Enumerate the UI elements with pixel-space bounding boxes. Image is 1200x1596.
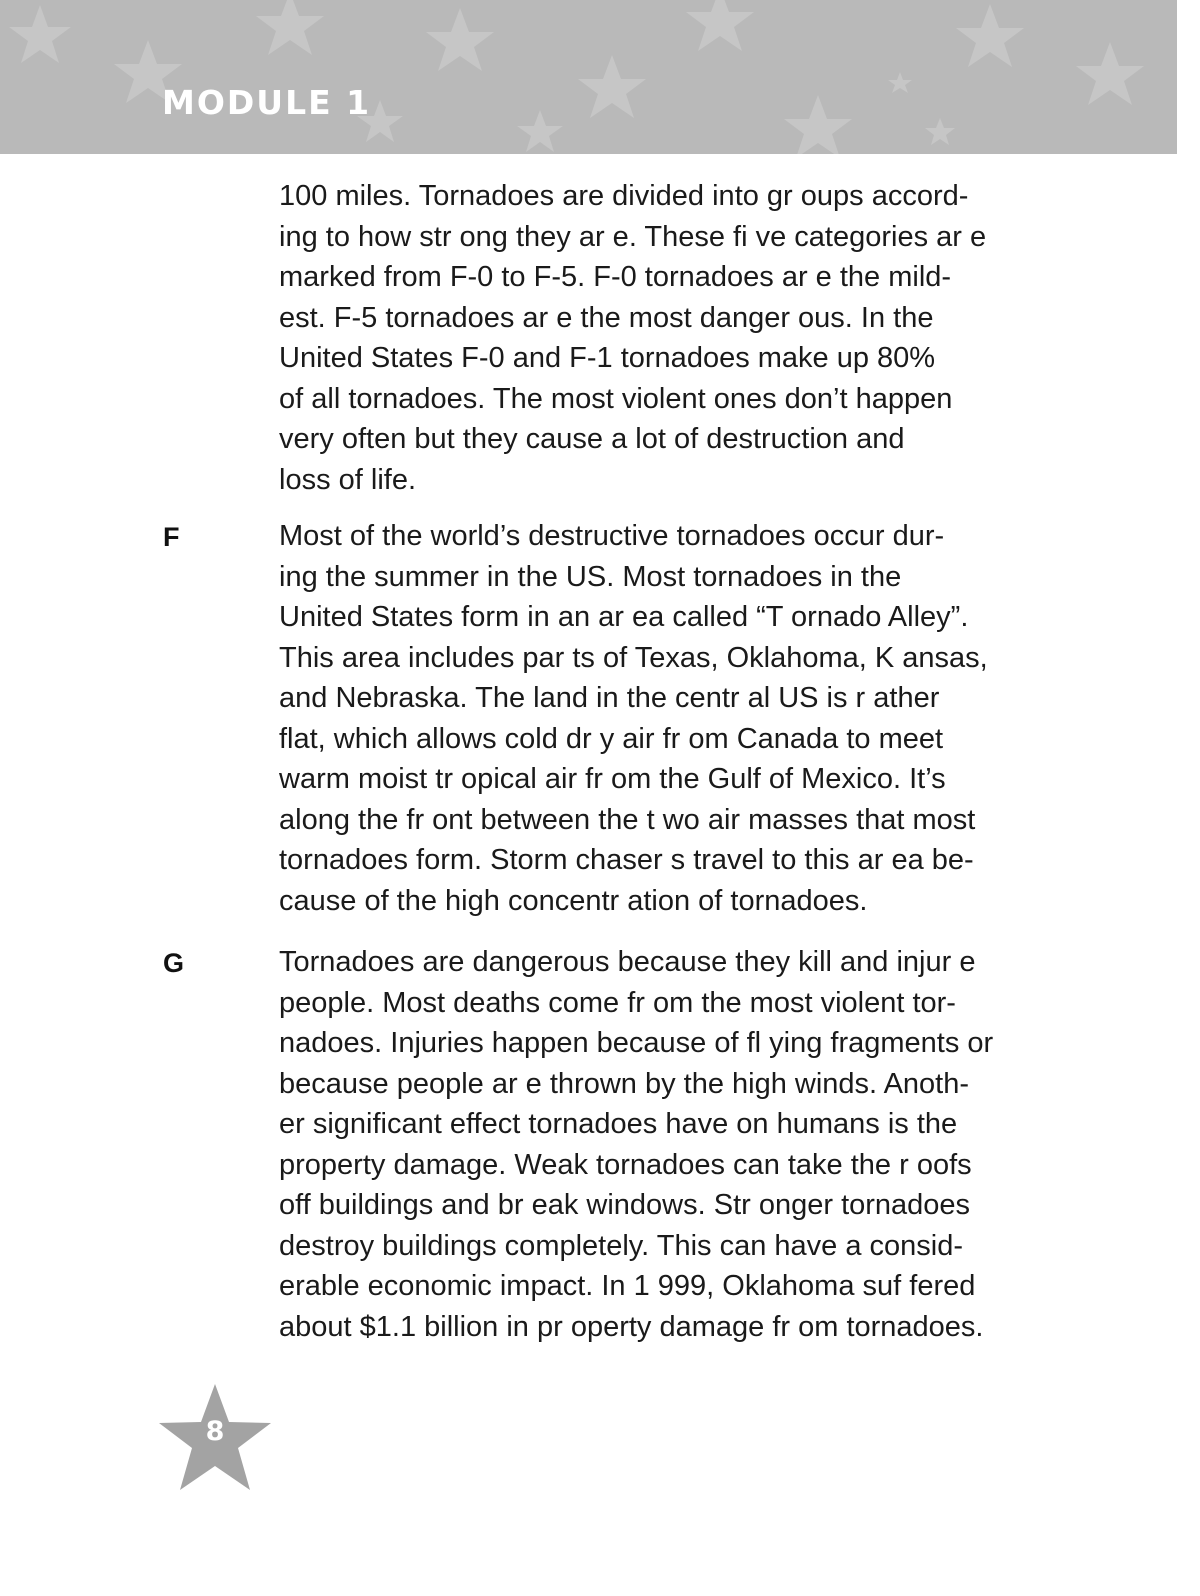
paragraph-letter: F — [163, 522, 180, 552]
text-line: marked from F-0 to F-5. F-0 tornadoes ar e the mild- — [279, 261, 952, 293]
text-line: very often but they cause a lot of destruction and — [279, 423, 905, 455]
text-line: United States F-0 and F-1 tornadoes make up 80% — [279, 342, 936, 374]
text-line: warm moist tr opical air fr om the Gulf of Mexico. It’s — [279, 763, 946, 795]
text-line: erable economic impact. In 1 999, Oklahoma suf fered — [279, 1270, 976, 1302]
text-line: Tornadoes are dangerous because they kill and injur e — [279, 946, 976, 978]
paragraph-text — [279, 942, 1091, 1347]
star-icon — [686, 0, 754, 51]
paragraph-letter: G — [163, 948, 185, 978]
text-line: destroy buildings completely. This can have a consid- — [279, 1229, 964, 1262]
text-line: cause of the high concentr ation of tornadoes. — [279, 884, 868, 917]
text-line: ing the summer in the US. Most tornadoes in the — [279, 560, 902, 593]
text-line: 100 miles. Tornadoes are divided into gr oups accord- — [279, 180, 969, 212]
page-number: 8 — [205, 1416, 225, 1447]
paragraph-text — [279, 176, 1091, 500]
text-line: and Nebraska. The land in the centr al US is r ather — [279, 682, 940, 714]
text-line: of all tornadoes. The most violent ones don’t happen — [279, 382, 953, 415]
text-line: Most of the world’s destructive tornadoes occur dur- — [279, 520, 945, 552]
text-line: off buildings and br eak windows. Str onger tornadoes — [279, 1189, 971, 1221]
text-line: loss of life. — [279, 463, 416, 496]
text-line: er significant effect tornadoes have on humans is the — [279, 1108, 958, 1140]
star-icon — [578, 55, 646, 118]
text-line: along the fr ont between the t wo air masses that most — [279, 803, 976, 836]
text-line: est. F-5 tornadoes ar e the most danger ous. In the — [279, 301, 934, 334]
star-icon — [256, 0, 324, 55]
header-band — [0, 0, 1177, 154]
star-icon — [925, 118, 955, 145]
text-line: people. Most deaths come fr om the most violent tor- — [279, 986, 956, 1019]
star-icon — [956, 4, 1024, 67]
star-icon — [9, 5, 71, 63]
text-line: tornadoes form. Storm chaser s travel to this ar ea be- — [279, 844, 974, 876]
text-line: about $1.1 billion in pr operty damage fr om tornadoes. — [279, 1310, 984, 1343]
text-line: because people ar e thrown by the high winds. Anoth- — [279, 1067, 970, 1100]
star-icon — [784, 95, 852, 154]
text-line: nadoes. Injuries happen because of fl ying fragments or — [279, 1027, 994, 1059]
text-line: ing to how str ong they ar e. These fi ve categories ar e — [279, 220, 987, 253]
text-line: This area includes par ts of Texas, Oklahoma, K ansas, — [279, 641, 988, 674]
star-icon — [426, 8, 494, 71]
paragraph-text — [279, 516, 1091, 921]
text-line: flat, which allows cold dr y air fr om Canada to meet — [279, 722, 944, 755]
star-icon — [1076, 42, 1144, 105]
text-line: property damage. Weak tornadoes can take the r oofs — [279, 1148, 972, 1181]
module-title: MODULE 1 — [162, 83, 372, 122]
star-pattern-icon — [0, 0, 1177, 154]
star-icon — [888, 72, 912, 93]
text-line: United States form in an ar ea called “T ornado Alley”. — [279, 601, 969, 633]
star-icon — [517, 110, 563, 152]
